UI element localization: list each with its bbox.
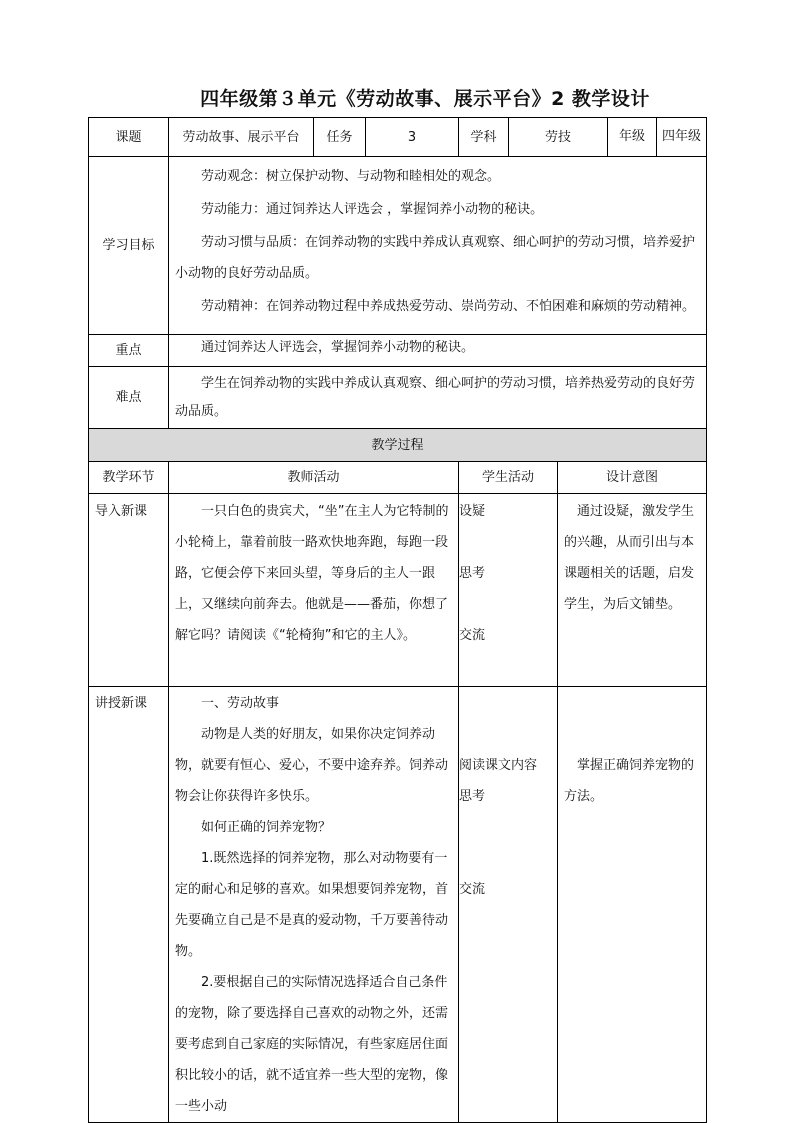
student-activity-cell: 设疑 思考 交流 <box>459 494 558 687</box>
stage-cell: 讲授新课 <box>89 687 169 1123</box>
difficulty-row <box>89 367 707 429</box>
key-point-text: 通过饲养达人评选会，掌握饲养小动物的秘诀。 <box>169 335 707 367</box>
key-point-label: 重点 <box>89 335 169 367</box>
lesson-plan-table <box>88 117 707 1123</box>
student-activity-cell: 阅读课文内容 思考 交流 <box>459 687 558 1123</box>
table-row <box>89 687 707 1123</box>
process-heading: 教学过程 <box>89 429 707 462</box>
stage-cell: 导入新课 <box>89 494 169 687</box>
goals-content <box>169 157 707 335</box>
goal-line: 劳动精神：在饲养动物过程中养成热爱劳动、崇尚劳动、不怕困难和麻烦的劳动精神。 <box>201 299 696 314</box>
header-row <box>89 118 707 157</box>
difficulty-label: 难点 <box>89 367 169 429</box>
difficulty-text: 学生在饲养动物的实践中养成认真观察、细心呵护的劳动习惯，培养热爱劳动的良好劳动品质。 <box>169 367 707 429</box>
subject-label: 学科 <box>459 118 509 157</box>
grade-label: 年级 <box>608 118 657 156</box>
key-point-row <box>89 335 707 367</box>
goals-label: 学习目标 <box>89 157 169 335</box>
table-row <box>89 494 707 687</box>
process-header-row <box>89 462 707 494</box>
goal-line: 劳动能力：通过饲养达人评选会 ，掌握饲养小动物的秘诀。 <box>201 202 544 217</box>
task-label: 任务 <box>314 118 366 157</box>
column-header-stage: 教学环节 <box>89 462 169 494</box>
goals-row <box>89 157 707 335</box>
teacher-activity-cell: 一只白色的贵宾犬，“坐”在主人为它特制的小轮椅上，靠着前肢一路欢快地奔跑，每跑一段路，它便会停下来回头望，等身后的主人一跟上，又继续向前奔去。他就是——番茄，你想了解它吗？请阅读《“轮椅狗”和它的主人》。 <box>169 494 459 687</box>
goal-line: 劳动习惯与品质：在饲养动物的实践中养成认真观察、细心呵护的劳动习惯，培养爱护小动物的良好劳动品质。 <box>175 235 696 281</box>
grade-value: 四年级 <box>662 129 702 144</box>
topic-value: 劳动故事、展示平台 <box>169 118 314 157</box>
goal-line: 劳动观念：树立保护动物、与动物和睦相处的观念。 <box>201 169 501 184</box>
column-header-intent: 设计意图 <box>558 462 707 494</box>
topic-label: 课题 <box>89 118 169 157</box>
subject-value: 劳技 <box>509 118 608 157</box>
column-header-teacher: 教师活动 <box>169 462 459 494</box>
intent-cell: 掌握正确饲养宠物的方法。 <box>558 687 707 1123</box>
task-value: 3 <box>366 118 459 157</box>
grade-cell <box>608 118 707 157</box>
column-header-student: 学生活动 <box>459 462 558 494</box>
page-title: 四年级第３单元《劳动故事、展示平台》2 教学设计 <box>200 88 650 110</box>
process-heading-row <box>89 429 707 462</box>
teacher-activity-cell: 一、劳动故事 动物是人类的好朋友，如果你决定饲养动物，就要有恒心、爱心，不要中途弃养。饲养动物会让你获得许多快乐。 如何正确的饲养宠物？ 1.既然选择的饲养宠物，那么对动物要有一定的耐心和足够的喜欢。如果想要饲养宠物，首先要确立自己是不是真的爱动物，千万要善待动物。 2.要根据自己的实际情况选择适合自己条件的宠物，除了要选择自己喜欢的动物之外，还需要考虑到自己家庭的实际情况，有些家庭居住面积比较小的话，就不适宜养一些大型的宠物，像一些小动 <box>169 687 459 1123</box>
intent-cell: 通过设疑，激发学生的兴趣，从而引出与本课题相关的话题，启发学生，为后文铺垫。 <box>558 494 707 687</box>
